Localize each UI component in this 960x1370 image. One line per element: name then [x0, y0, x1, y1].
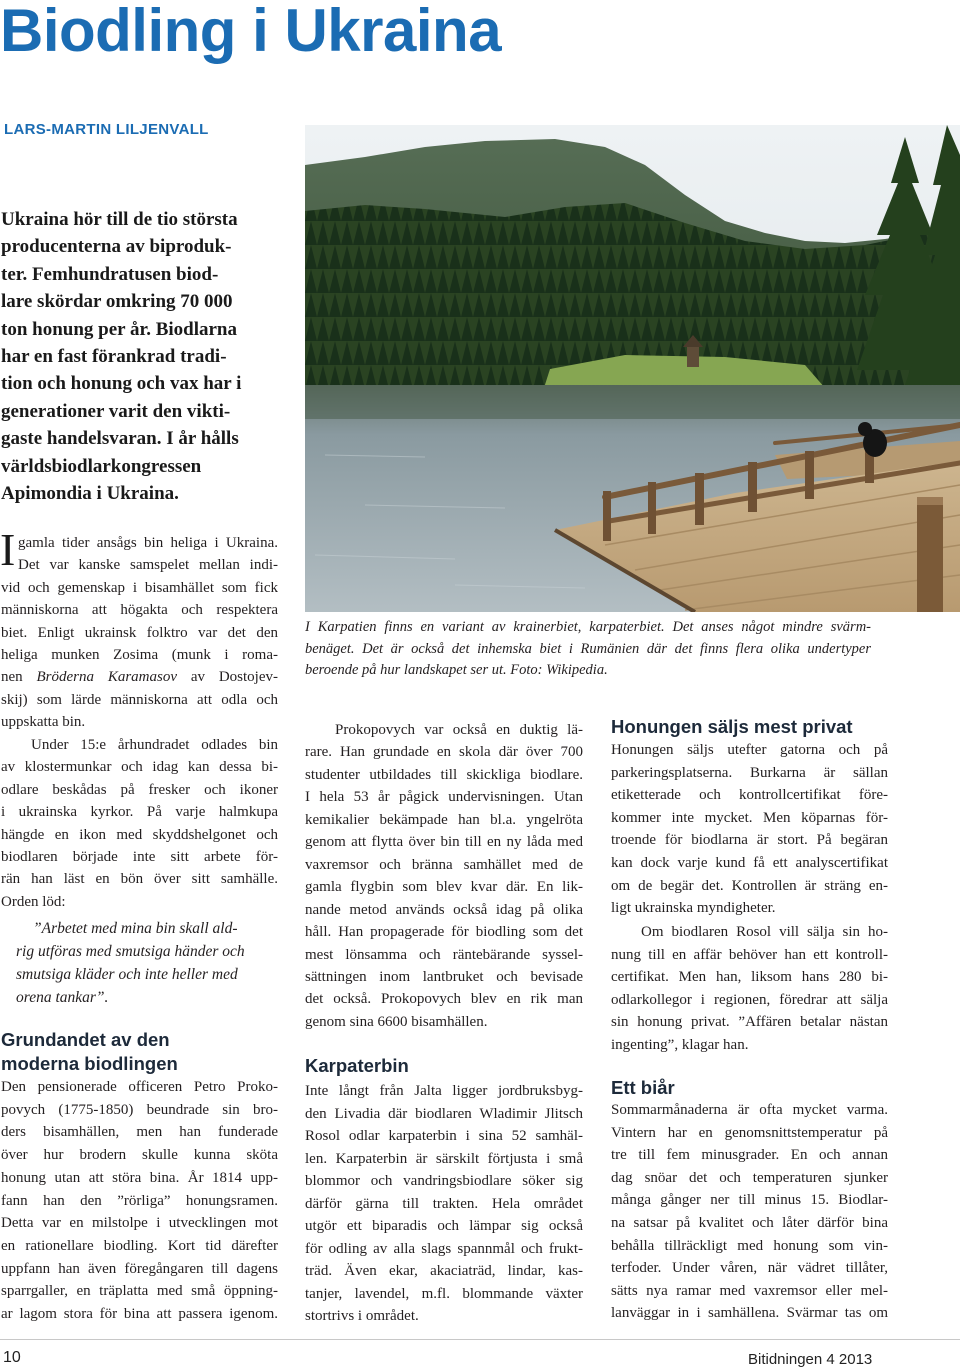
text-line: benäget. Det är också det inhemska biet i Rumänien där det finns flera olika undertyper [305, 640, 871, 657]
text-line: na satsar på kvalitet och låter därför bina [611, 1214, 888, 1231]
text-line: utgör ett biparadis och lämpar sig också [305, 1218, 583, 1234]
text-line: Den pensionerade officeren Petro Proko- [1, 1079, 278, 1095]
page-number: 10 [3, 1349, 21, 1366]
text-line: troende för biodlarna är stort. På begäran [611, 832, 888, 849]
text-line: människorna att högakta och respektera [1, 602, 278, 619]
text-line: terfoder. Under våren, när vädret tillåter, [611, 1260, 888, 1277]
text-line: uppfann han även föregångaren till dagens [1, 1260, 278, 1277]
article-title: Biodling i Ukraina [0, 0, 502, 64]
text-line: ton honung per år. Biodlarna [1, 318, 237, 340]
text-line: gamla flygbin som blev kvar där. En lik- [305, 879, 583, 896]
text-line: Prokopovych var också en duktig lä- [335, 722, 583, 738]
body-paragraph [1, 532, 278, 734]
text-line: Vintern har en genomsnittstemperatur på [611, 1124, 888, 1141]
text-line: Apimondia i Ukraina. [1, 483, 179, 505]
text-line: rän han läst en bön över sitt samhälle. [1, 871, 278, 888]
text-line: mest lönsamma och räntebärande syssel- [305, 946, 583, 963]
text-line: nung till en affär behöver han ett kontroll- [611, 946, 888, 963]
lake-photo-image [305, 125, 960, 612]
text-line: om de begär det. Kontrollen är sträng en- [611, 877, 888, 894]
text-line: Inte långt från Jalta ligger jordbruksbyg- [305, 1083, 583, 1099]
text-line: certifikat. Men han, liksom hans 280 bi- [611, 969, 888, 986]
text-line: I Karpatien finns en variant av krainerbiet, karpaterbiet. Det anses något mindre svärm- [305, 619, 871, 635]
text-line: Under 15:e århundradet odlades bin [31, 737, 278, 753]
text-line: biet. Enligt ukrainsk folktro var det den [1, 624, 278, 641]
text-line: heliga munken Zosima (munk i roma- [1, 647, 278, 664]
lake-photo [305, 125, 960, 612]
text-line: producenterna av biproduk- [1, 236, 232, 258]
drop-cap: I [0, 524, 16, 575]
body-paragraph [305, 719, 583, 1033]
text-line: I hela 53 år pågick undervisningen. Utan [305, 789, 583, 806]
text-line: sätts nya ramar med vaxremsor eller mel- [611, 1282, 888, 1299]
text-line: povych (1775-1850) beundrade sin bro- [1, 1101, 278, 1118]
text-line: Honungen säljs utefter gatorna och på [611, 742, 888, 758]
body-paragraph [611, 739, 888, 920]
text-line: Ukraina hör till de tio största [1, 209, 238, 230]
text-line: honung utan att störa bina. År 1814 upp- [1, 1169, 278, 1186]
section-heading: Karpaterbin [305, 1055, 409, 1076]
magazine-issue: Bitidningen 4 2013 [748, 1351, 873, 1368]
section-heading: Ett biår [611, 1077, 675, 1098]
text-line: odlarkollegor i regionen, föredrar att sälja [611, 991, 888, 1008]
text-line: tion och honung och vax har i [1, 373, 242, 395]
section-heading: Honungen säljs mest privat [611, 716, 853, 737]
text-line: sparrgaller, en träplatta med små öppning- [1, 1283, 278, 1300]
text-line: skij) som lärde människorna att odla och [1, 691, 278, 708]
section-heading [1, 1028, 278, 1076]
text-line: av klostermunkar och idag kan dessa bi- [1, 759, 278, 776]
text-line: för odling av alla slags spannmål och frukt- [305, 1240, 583, 1257]
text-line: fann han den ”rörliga” honungsramen. [1, 1192, 278, 1209]
author-byline: LARS-MARTIN LILJENVALL [4, 121, 209, 138]
text-line: etiketterade och kontrollcertifikat före- [611, 787, 888, 804]
text-line: hängde en ikon med skyddshelgonet och [1, 826, 278, 843]
photo-caption [305, 617, 871, 682]
footer-rule [0, 1339, 960, 1340]
text-line: gaste handelsvaran. I år hålls [1, 428, 239, 450]
body-paragraph [611, 1099, 888, 1325]
text-line: dag snöar det och temperaturen sjunker [611, 1169, 888, 1186]
text-line: rare. Han grundade en skola där över 700 [305, 744, 583, 761]
text-line: uppskatta bin. [1, 714, 86, 731]
text-segment: av Dostojev- [177, 669, 278, 686]
text-line: gamla tider ansågs bin heliga i Ukraina. [18, 535, 278, 551]
text-line: ders bisamhällen, men han funderade [1, 1124, 278, 1141]
text-line: Sommarmånaderna är ofta mycket varma. [611, 1102, 888, 1118]
text-line: därför gärna till trakten. Hela området [305, 1195, 583, 1212]
body-paragraph [1, 734, 278, 913]
text-line: ”Arbetet med mina bin skall ald- [33, 919, 238, 937]
text-line: kan dock varje kund få ett analyscertifikat [611, 854, 888, 871]
text-line: vid och gemenskap i bisamhället som fick [1, 579, 278, 596]
text-line: vaxremsor och bränna samhället med de [305, 856, 583, 873]
text-line: ar lagom stora för bina att passera igenom. [1, 1306, 278, 1323]
book-title: Bröderna Karamasov [36, 669, 177, 686]
text-line: ter. Femhundratusen biod- [1, 263, 219, 285]
text-line: biodlaren började inte sitt arbete för- [1, 849, 278, 866]
text-line: sin honung privat. ”Affären betalar nästan [611, 1014, 888, 1031]
text-line: många gånger ner till minus 15. Biodlar- [611, 1192, 888, 1209]
text-line: världsbiodlarkongressen [1, 455, 202, 477]
body-paragraph [305, 1080, 583, 1328]
text-line: det också. Prokopovych blev en rik man [305, 991, 583, 1008]
prayer-quote [16, 917, 278, 1010]
article-intro [1, 206, 275, 507]
text-line: len. Karpaterbin är särskilt förtjusta i små [305, 1150, 583, 1167]
text-line: moderna biodlingen [1, 1053, 178, 1074]
text-line: tre till fem minusgrader. En och annan [611, 1147, 888, 1164]
text-line: genom sina 6600 bisamhällen. [305, 1013, 488, 1030]
text-line: lare skördar omkring 70 000 [1, 291, 233, 313]
text-line: parkeringsplatserna. Burkarna är sällan [611, 764, 888, 781]
text-line: sättningen inom lantbruket och bevisade [305, 968, 583, 985]
text-segment: nen [1, 669, 37, 686]
text-line: den Livadia där biodlaren Wladimir Jlitsch [305, 1105, 583, 1122]
text-line: orena tankar”. [16, 989, 109, 1007]
text-line: tanjer, lavendel, m.fl. blommande växter [305, 1285, 583, 1302]
text-line: odlare beskådas på fresker och ikoner [1, 781, 278, 798]
text-line: blommor och vandringsbiodlare söker sig [305, 1173, 583, 1189]
text-line: en rationellare biodling. Kort tid därefter [1, 1237, 278, 1254]
body-paragraph [611, 921, 888, 1057]
text-line: smutsiga kläder och inte heller med [16, 966, 238, 984]
text-line: generationer varit den vikti- [1, 400, 231, 422]
text-line [1, 666, 278, 688]
text-line: studenter utbildades till skickliga biodlare. [305, 766, 583, 783]
text-line: stortrivs i området. [305, 1308, 419, 1324]
text-line: Detta var en milstolpe i utvecklingen mot [1, 1215, 278, 1232]
text-line: ligt ukrainska myndigheter. [611, 900, 776, 917]
text-line: kommer inte mycket. Men köparnas för- [611, 809, 888, 826]
text-line: rig utföras med smutsiga händer och [16, 942, 245, 960]
text-line: nande metod används också idag på olika [305, 901, 583, 918]
text-line: Om biodlaren Rosol vill sälja sin ho- [641, 924, 888, 940]
text-line: Det var kanske samspelet mellan indi- [18, 557, 278, 574]
text-line: Orden löd: [1, 893, 66, 910]
text-line: beroende på hur landskapet ser ut. Foto: Wikipedia. [305, 662, 608, 678]
text-line: kemikalier bekämpade han bl.a. yngelröta [305, 811, 583, 828]
text-line: träd. Även ekar, akaciaträd, lindar, kas- [305, 1263, 583, 1279]
body-paragraph [1, 1076, 278, 1326]
text-line: behålla tillräckligt med honung som vin- [611, 1237, 888, 1254]
text-line: genom att flytta över bin till en ny låda med [305, 834, 583, 851]
text-line: lanväggar in i samhällena. Svärmar tas om [611, 1305, 888, 1322]
text-line: ingenting”, klagar han. [611, 1036, 749, 1053]
text-line: Rosol odlar karpaterbin i sina 52 samhäl- [305, 1128, 583, 1144]
text-line: Grundandet av den [1, 1029, 170, 1050]
text-line: över hur brodern skulle kunna sköta [1, 1147, 278, 1164]
text-line: håll. Han propagerade för biodling som det [305, 924, 583, 941]
text-line: i ukrainska kyrkor. På varje halmkupa [1, 804, 278, 821]
text-line: har en fast förankrad tradi- [1, 346, 227, 368]
